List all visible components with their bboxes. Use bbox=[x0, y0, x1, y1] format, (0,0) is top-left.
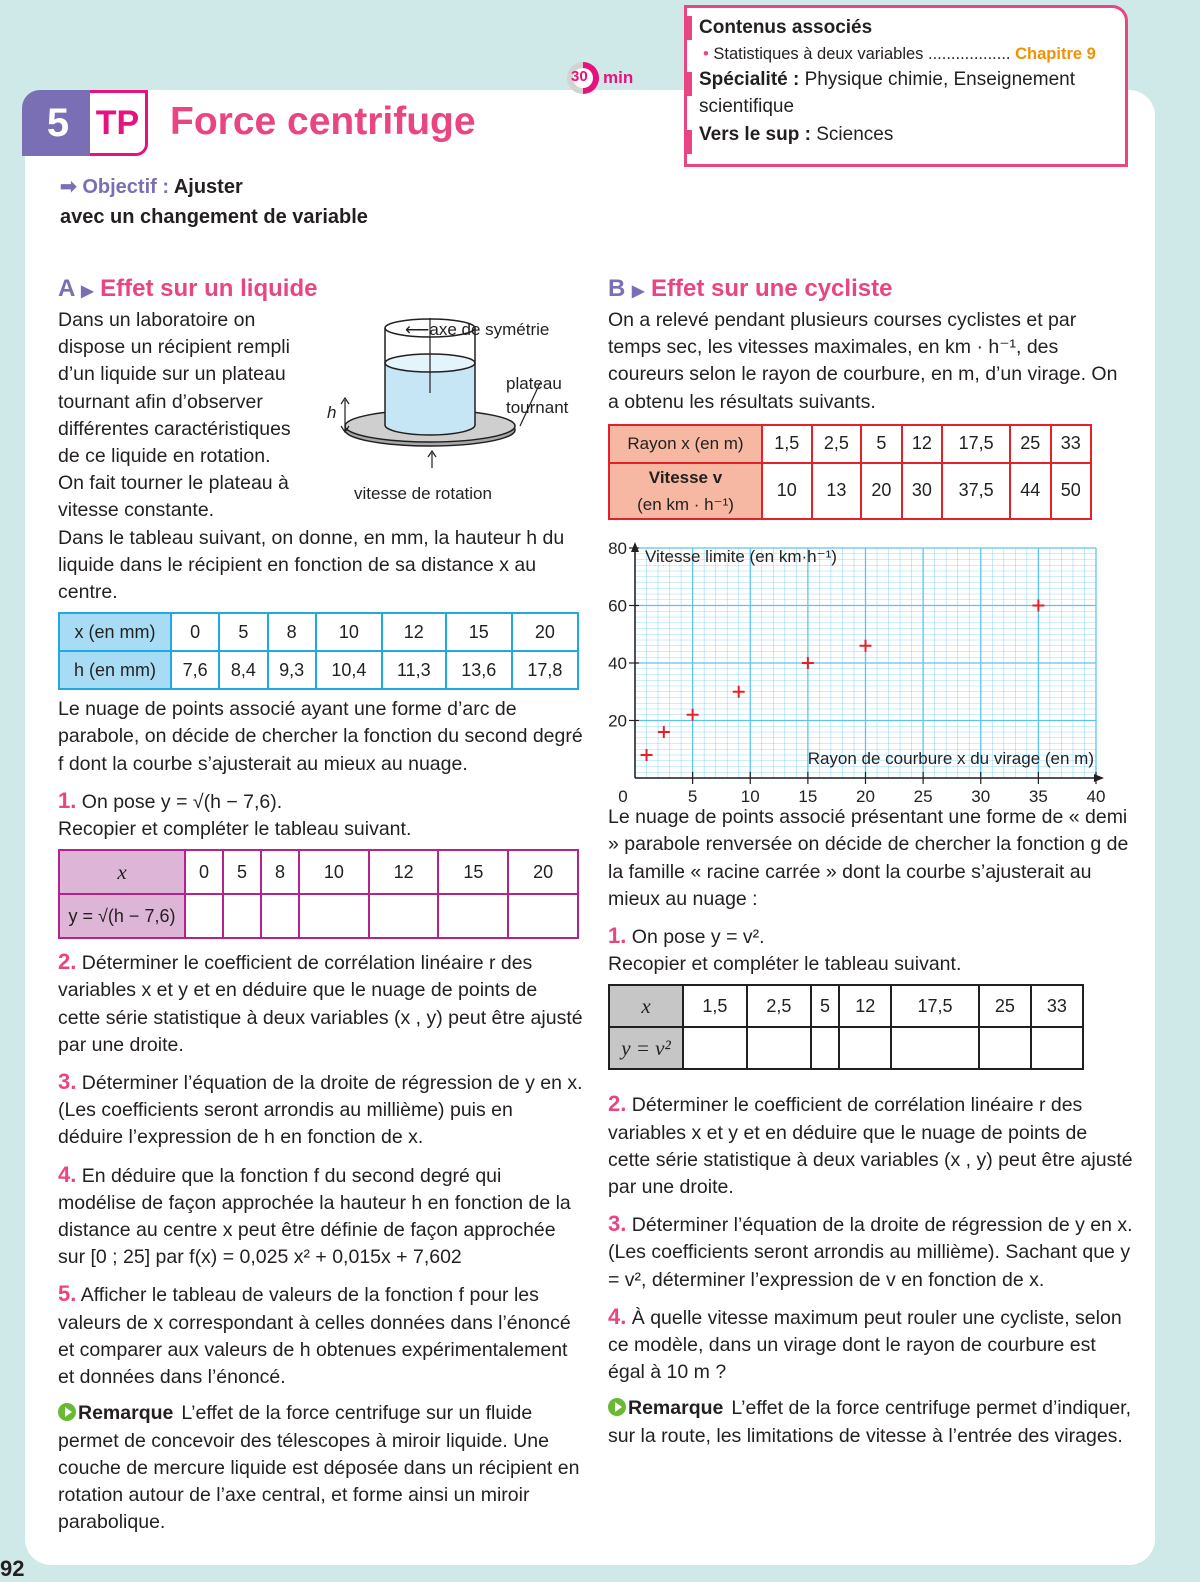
data-table-cyclist bbox=[608, 424, 1092, 520]
timer-unit: min bbox=[603, 68, 634, 87]
table-cell: 10 bbox=[762, 463, 812, 519]
page-title: Force centrifuge bbox=[170, 100, 476, 143]
intro-line: Dans un laboratoire on bbox=[58, 309, 256, 331]
row-header: h (en mm) bbox=[59, 651, 171, 689]
table-cell: 17,8 bbox=[512, 651, 578, 689]
question-number: 1. bbox=[608, 923, 627, 949]
question-1 bbox=[608, 922, 1133, 951]
data-point bbox=[802, 657, 814, 669]
table-cell: 5 bbox=[811, 985, 839, 1027]
question-text: Afficher le tableau de valeurs de la fonction f pour les valeurs de x correspondant à celles données dans l’énoncé et comparer aux valeurs de h obtenues expérimentalement et données dans l’énoncé. bbox=[58, 1284, 571, 1389]
table-cell: 13,6 bbox=[446, 651, 512, 689]
intro-line: dispose un récipient rempli bbox=[58, 336, 290, 359]
question-4 bbox=[58, 1161, 583, 1272]
table-cell: 10 bbox=[316, 613, 382, 651]
page-number: 92 bbox=[0, 1556, 25, 1581]
play-icon bbox=[608, 1398, 626, 1416]
question-2 bbox=[608, 1090, 1133, 1201]
intro-line: vitesse constante. bbox=[58, 499, 215, 522]
table-cell: 25 bbox=[979, 985, 1031, 1027]
specialite-value-2: scientifique bbox=[699, 96, 795, 117]
table-cell: 1,5 bbox=[683, 985, 747, 1027]
contenus-label: Contenus associés bbox=[699, 17, 873, 38]
data-table-liquid bbox=[58, 612, 579, 690]
table-cell: 9,3 bbox=[268, 651, 316, 689]
question-3 bbox=[608, 1210, 1133, 1294]
data-point bbox=[860, 640, 872, 652]
table-cell: 17,5 bbox=[891, 985, 979, 1027]
chart-axes bbox=[631, 542, 1104, 782]
table-intro: Dans le tableau suivant, on donne, en mm, la hauteur h du liquide dans le récipient en fonction de sa distance x au centre. bbox=[58, 526, 565, 604]
fill-table-cyclist bbox=[608, 984, 1084, 1070]
row-header bbox=[609, 463, 762, 519]
table-cell: 2,5 bbox=[812, 425, 862, 463]
intro-text: On a relevé pendant plusieurs courses cyclistes et par temps sec, les vitesses maximales, en km · h⁻¹, des coureurs selon le rayon de courbure, en m, d’un virage. On a obtenu les résultats suivants. bbox=[608, 309, 1118, 413]
x-tick-label: 35 bbox=[1028, 787, 1048, 803]
remark bbox=[58, 1400, 583, 1536]
row-header: x bbox=[59, 850, 185, 894]
question-number: 2. bbox=[58, 949, 77, 975]
table-cell: 12 bbox=[369, 850, 439, 894]
table-cell: 5 bbox=[861, 425, 901, 463]
table-row bbox=[59, 651, 578, 689]
table-cell: 20 bbox=[861, 463, 901, 519]
section-letter: B bbox=[608, 275, 626, 302]
table-cell: 8 bbox=[261, 850, 299, 894]
triangle-right-icon: ▶ bbox=[632, 283, 645, 300]
axis-label: axe de symétrie bbox=[429, 320, 550, 339]
question-number: 1. bbox=[58, 787, 77, 813]
table-cell: 1,5 bbox=[762, 425, 812, 463]
row-header: y = v² bbox=[609, 1027, 683, 1069]
table-cell: 5 bbox=[219, 613, 267, 651]
section-marker bbox=[684, 16, 692, 40]
empty-cell[interactable] bbox=[683, 1027, 747, 1069]
question-1 bbox=[58, 787, 583, 816]
table-cell: 12 bbox=[839, 985, 891, 1027]
data-point bbox=[687, 709, 699, 721]
table-cell: 20 bbox=[512, 613, 578, 651]
activity-number-badge: 5 bbox=[22, 90, 94, 156]
remark-label: Remarque bbox=[628, 1397, 724, 1420]
data-point bbox=[1032, 600, 1044, 612]
empty-cell[interactable] bbox=[979, 1027, 1031, 1069]
table-cell: 50 bbox=[1051, 463, 1091, 519]
table-cell: 33 bbox=[1031, 985, 1083, 1027]
objective-text: Ajuster bbox=[173, 176, 243, 198]
table-cell: 44 bbox=[1010, 463, 1050, 519]
empty-cell[interactable] bbox=[369, 894, 439, 938]
table-cell: 33 bbox=[1051, 425, 1091, 463]
empty-cell[interactable] bbox=[299, 894, 369, 938]
row-header: y = √(h − 7,6) bbox=[59, 894, 185, 938]
table-cell: 15 bbox=[438, 850, 508, 894]
x-tick-label: 0 bbox=[618, 787, 628, 803]
triangle-right-icon: ▶ bbox=[81, 283, 94, 300]
question-number: 3. bbox=[58, 1069, 77, 1095]
arrow-left-icon: ⟵ bbox=[405, 320, 430, 339]
specialite-value: Physique chimie, Enseignement bbox=[804, 68, 1075, 90]
table-cell: 10 bbox=[299, 850, 369, 894]
row-header-line: Vitesse v bbox=[648, 467, 723, 487]
diagram-label-plate bbox=[506, 372, 568, 420]
intro-line: On fait tourner le plateau à bbox=[58, 472, 289, 495]
y-tick-label: 40 bbox=[608, 654, 627, 674]
section-title-text: Effet sur une cycliste bbox=[651, 275, 893, 302]
x-tick-label: 15 bbox=[798, 787, 818, 803]
intro-line: différentes caractéristiques bbox=[58, 417, 291, 440]
objective bbox=[60, 172, 368, 232]
table-cell: 30 bbox=[902, 463, 942, 519]
chart-grid bbox=[635, 548, 1096, 778]
arrow-right-icon: ➡ bbox=[60, 176, 83, 198]
chapter-link[interactable]: Chapitre 9 bbox=[1015, 44, 1096, 63]
paragraph: Le nuage de points associé présentant une forme de « demi » parabole renversée on décide de chercher la fonction g de la famille « racine carrée » dont la courbe s’ajusterait au mieux au nuage : bbox=[608, 806, 1129, 910]
remark-label: Remarque bbox=[78, 1402, 174, 1425]
y-tick-label: 60 bbox=[608, 596, 627, 616]
empty-cell[interactable] bbox=[261, 894, 299, 938]
empty-cell[interactable] bbox=[508, 894, 578, 938]
y-tick-label: 20 bbox=[608, 711, 627, 731]
table-row bbox=[609, 1027, 1083, 1069]
intro-line: de ce liquide en rotation. bbox=[58, 445, 271, 468]
section-title-text: Effet sur un liquide bbox=[100, 275, 318, 302]
info-box bbox=[684, 5, 1128, 167]
question-text: En déduire que la fonction f du second degré qui modélise de façon approchée la hauteur h en fonction de la distance au centre x peut être définie de façon approchée sur [0 ; 25] par f(x) = 0,025 x² + 0,015x + 7,602 bbox=[58, 1164, 571, 1269]
question-text: Déterminer l’équation de la droite de régression de y en x. (Les coefficients seront arrondis au millième). Sachant que y = v², déterminer l’expression de v en fonction de x. bbox=[608, 1214, 1133, 1291]
specialite-label: Spécialité : bbox=[699, 68, 800, 90]
table-cell: 20 bbox=[508, 850, 578, 894]
timer-value: 30 bbox=[571, 68, 588, 85]
data-point bbox=[641, 749, 653, 761]
empty-cell[interactable] bbox=[1031, 1027, 1083, 1069]
table-cell: 15 bbox=[446, 613, 512, 651]
question-number: 4. bbox=[58, 1161, 77, 1187]
plate-label-2: tournant bbox=[506, 398, 569, 417]
play-icon bbox=[58, 1403, 76, 1421]
table-row bbox=[609, 425, 1091, 463]
section-b bbox=[608, 274, 1133, 1450]
y-tick-label: 80 bbox=[608, 539, 627, 559]
x-tick-label: 20 bbox=[856, 787, 875, 803]
empty-cell[interactable] bbox=[747, 1027, 811, 1069]
table-cell: 11,3 bbox=[382, 651, 446, 689]
empty-cell[interactable] bbox=[223, 894, 261, 938]
fill-table-liquid bbox=[58, 849, 579, 939]
question-text: Déterminer le coefficient de corrélation linéaire r des variables x et y et en déduire que le nuage de points de cette série statistique à deux variables (x , y) peut être ajusté par une droite. bbox=[58, 952, 583, 1056]
question-number: 3. bbox=[608, 1211, 627, 1237]
sup-value: Sciences bbox=[816, 123, 894, 145]
plate-label-1: plateau bbox=[506, 374, 562, 393]
question-subtext: Recopier et compléter le tableau suivant. bbox=[58, 818, 412, 841]
tp-badge: TP bbox=[90, 90, 148, 156]
empty-cell[interactable] bbox=[891, 1027, 979, 1069]
question-text: On pose y = √(h − 7,6). bbox=[81, 790, 283, 813]
x-tick-label: 25 bbox=[913, 787, 933, 803]
question-text: Déterminer l’équation de la droite de régression de y en x. (Les coefficients seront arrondis au millième) puis en déduire l’expression de h en fonction de x. bbox=[58, 1072, 583, 1149]
bullet-icon: • bbox=[703, 44, 714, 63]
table-cell: 0 bbox=[171, 613, 219, 651]
question-number: 4. bbox=[608, 1303, 627, 1329]
diagram-label-h: h bbox=[327, 403, 337, 422]
table-cell: 13 bbox=[812, 463, 862, 519]
remark-text: L’effet de la force centrifuge permet d’indiquer, sur la route, les limitations de vitesse à l’entrée des virages. bbox=[608, 1397, 1132, 1447]
table-row bbox=[609, 463, 1091, 519]
row-header: x (en mm) bbox=[59, 613, 171, 651]
question-4 bbox=[608, 1303, 1133, 1387]
x-tick-label: 10 bbox=[740, 787, 760, 803]
remark-text: L’effet de la force centrifuge sur un fluide permet de concevoir des télescopes à miroir liquide. Une couche de mercure liquide est déposée dans un récipient en rotation autour de l’axe central, et forme ainsi un miroir parabolique. bbox=[58, 1402, 580, 1534]
table-cell: 0 bbox=[185, 850, 223, 894]
objective-text-2: avec un changement de variable bbox=[60, 206, 368, 228]
table-cell: 7,6 bbox=[171, 651, 219, 689]
y-axis-arrow-icon bbox=[631, 542, 639, 552]
empty-cell[interactable] bbox=[811, 1027, 839, 1069]
table-cell: 10,4 bbox=[316, 651, 382, 689]
diagram-label-speed: vitesse de rotation bbox=[354, 484, 492, 503]
question-3 bbox=[58, 1068, 583, 1152]
question-number: 2. bbox=[608, 1091, 627, 1117]
intro-line: tournant afin d’observer bbox=[58, 390, 263, 413]
table-row bbox=[59, 894, 578, 938]
x-tick-label: 40 bbox=[1086, 787, 1106, 803]
question-text: Déterminer le coefficient de corrélation linéaire r des variables x et y et en déduire que le nuage de points de cette série statistique à deux variables (x , y) peut être ajusté par une droite. bbox=[608, 1094, 1133, 1199]
table-row bbox=[609, 985, 1083, 1027]
question-2 bbox=[58, 948, 583, 1059]
table-cell: 5 bbox=[223, 850, 261, 894]
question-5 bbox=[58, 1280, 583, 1391]
objective-label: Objectif : bbox=[82, 176, 169, 198]
diagram-label-axis bbox=[405, 320, 549, 340]
data-point bbox=[733, 686, 745, 698]
table-cell: 8,4 bbox=[219, 651, 267, 689]
row-header: Rayon x (en m) bbox=[609, 425, 762, 463]
table-cell: 37,5 bbox=[942, 463, 1010, 519]
table-row bbox=[59, 613, 578, 651]
data-point bbox=[658, 726, 670, 738]
table-cell: 2,5 bbox=[747, 985, 811, 1027]
table-cell: 12 bbox=[902, 425, 942, 463]
sup-label: Vers le sup : bbox=[699, 123, 811, 145]
section-marker bbox=[684, 130, 692, 154]
row-header: x bbox=[609, 985, 683, 1027]
empty-cell[interactable] bbox=[438, 894, 508, 938]
question-subtext: Recopier et compléter le tableau suivant. bbox=[608, 953, 962, 976]
x-tick-label: 5 bbox=[687, 787, 698, 803]
contenus-item: Statistiques à deux variables .................. bbox=[713, 44, 1011, 63]
table-row bbox=[59, 850, 578, 894]
remark bbox=[608, 1395, 1133, 1449]
question-number: 5. bbox=[58, 1281, 77, 1307]
table-cell: 12 bbox=[382, 613, 446, 651]
x-tick-label: 30 bbox=[971, 787, 991, 803]
table-cell: 25 bbox=[1010, 425, 1050, 463]
table-cell: 17,5 bbox=[942, 425, 1010, 463]
empty-cell[interactable] bbox=[839, 1027, 891, 1069]
timer bbox=[565, 60, 633, 96]
question-text: On pose y = v². bbox=[631, 926, 765, 949]
section-a-title bbox=[58, 274, 583, 307]
scatter-chart bbox=[608, 530, 1108, 802]
section-b-title bbox=[608, 274, 1133, 307]
empty-cell[interactable] bbox=[185, 894, 223, 938]
row-header-line: (en km · h⁻¹) bbox=[637, 495, 734, 515]
x-axis-label: Rayon de courbure x du virage (en m) bbox=[807, 749, 1094, 769]
question-text: À quelle vitesse maximum peut rouler une cycliste, selon ce modèle, dans un virage dont le rayon de courbure est égal à 10 m ? bbox=[608, 1306, 1122, 1384]
section-marker bbox=[684, 72, 692, 96]
paragraph: Le nuage de points associé ayant une forme d’arc de parabole, on décide de chercher la fonction du second degré f dont la courbe s’ajusterait au mieux au nuage. bbox=[58, 698, 583, 775]
intro-line: d’un liquide sur un plateau bbox=[58, 363, 286, 386]
section-letter: A bbox=[58, 275, 75, 302]
table-cell: 8 bbox=[268, 613, 316, 651]
y-axis-label: Vitesse limite (en km·h⁻¹) bbox=[645, 547, 837, 567]
